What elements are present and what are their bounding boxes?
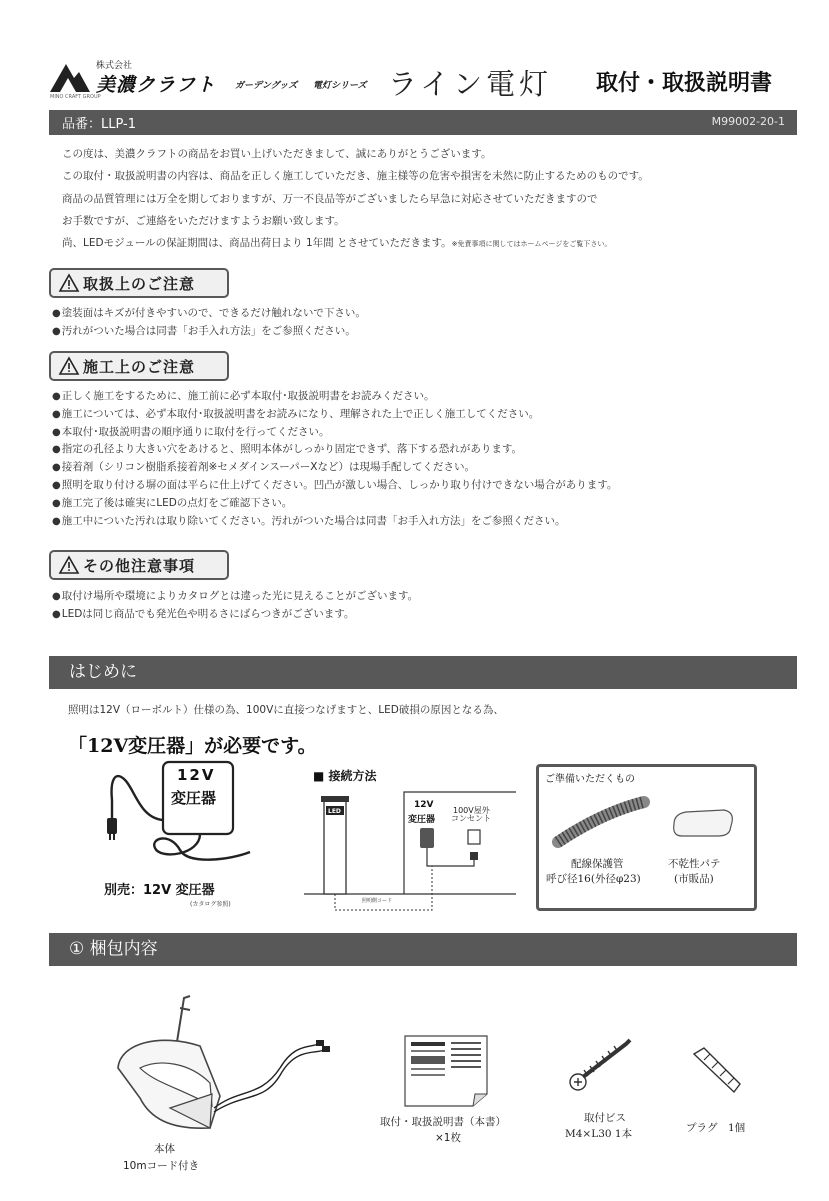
outlet-label-1: 100V屋外 bbox=[453, 806, 490, 815]
other-notes-title: その他注意事項 bbox=[83, 556, 196, 575]
putty-name: 不乾性パテ bbox=[668, 858, 721, 870]
company-name: 美濃クラフト bbox=[96, 74, 217, 96]
intro-section-header: はじめに bbox=[49, 656, 797, 689]
putty-icon bbox=[670, 806, 736, 840]
list-item: ● 指定の孔径より大きい穴をあけると、照明本体がしっかり固定できず、落下する恐れがあります。 bbox=[52, 441, 617, 459]
list-item: ● 施工中についた汚れは取り除いてください。汚れがついた場合は同書「お手入れ方法」をご参照ください。 bbox=[52, 513, 617, 531]
intro-line bbox=[62, 232, 649, 255]
warranty-text: 尚、LEDモジュールの保証期間は、商品出荷日より 1年間 とさせていただきます。 bbox=[62, 237, 452, 250]
series-category: ガーデングッズ bbox=[235, 81, 298, 91]
warning-icon bbox=[59, 274, 79, 292]
construction-caution-title: 施工上のご注意 bbox=[83, 357, 196, 376]
list-item: ● 塗装面はキズが付きやすいので、できるだけ触れないで下さい。 bbox=[52, 305, 366, 323]
intro-line: 商品の品質管理には万全を期しておりますが、万一不良品等がございましたら早急に対応させていただきますので bbox=[62, 192, 598, 205]
list-item: ● 施工完了後は確実にLEDの点灯をご確認下さい。 bbox=[52, 495, 617, 513]
catalog-reference: (カタログ参照) bbox=[190, 901, 231, 908]
list-item: ● 汚れがついた場合は同書「お手入れ方法」をご参照ください。 bbox=[52, 323, 366, 341]
diagram-transformer-name: 変圧器 bbox=[408, 815, 436, 825]
body-cord-note: 10mコード付き bbox=[123, 1160, 200, 1172]
list-item: ● 接着剤（シリコン樹脂系接着剤※セメダインスーパーXなど）は現場手配してください。 bbox=[52, 459, 617, 477]
prepare-title: ご準備いただくもの bbox=[545, 774, 635, 785]
connection-title: ■ 接続方法 bbox=[313, 769, 377, 783]
warning-icon bbox=[59, 556, 79, 574]
list-item: ● 施工については、必ず本取付･取扱説明書をお読みになり、理解された上で正しく施工してください。 bbox=[52, 406, 617, 424]
construction-list bbox=[52, 388, 617, 530]
conduit-pipe-icon bbox=[552, 796, 652, 850]
sold-separately-label: 別売：12V 変圧器 bbox=[104, 883, 215, 898]
disclaimer-note: ※免責事項に関してはホームページをご覧下さい。 bbox=[451, 240, 612, 249]
list-item: ● 照明を取り付ける塀の面は平らに仕上げてください。凹凸が激しい場合、しっかり取り付けできない場合があります。 bbox=[52, 477, 617, 495]
conduit-spec: 呼び径16(外径φ23) bbox=[546, 873, 641, 885]
cord-label: 照明側コード bbox=[362, 898, 393, 904]
list-item: ● 本取付･取扱説明書の順序通りに取付を行ってください。 bbox=[52, 424, 617, 442]
putty-spec: (市販品) bbox=[674, 873, 714, 885]
list-item: ● 取付け場所や環境によりカタログとは違った光に見えることがございます。 bbox=[52, 588, 418, 606]
document-number: M99002-20-1 bbox=[711, 115, 785, 128]
body-name: 本体 bbox=[154, 1143, 175, 1155]
handling-caution-title: 取扱上のご注意 bbox=[83, 274, 196, 293]
transformer-label-name: 変圧器 bbox=[171, 789, 217, 807]
plug-name: プラグ 1個 bbox=[686, 1122, 746, 1134]
other-notes-list bbox=[52, 588, 418, 624]
transformer-required: 「12V変圧器」が必要です。 bbox=[68, 735, 317, 757]
other-notes-header bbox=[49, 550, 229, 580]
company-english: MINO CRAFT GROUP bbox=[50, 94, 101, 100]
screw-icon bbox=[568, 1036, 634, 1092]
document-title: 取付・取扱説明書 bbox=[596, 71, 773, 96]
list-item: ● LEDは同じ商品でも発光色や明るさにばらつきがございます。 bbox=[52, 606, 418, 624]
warning-icon bbox=[59, 357, 79, 375]
led-label: LED bbox=[328, 808, 341, 815]
list-item: ● 正しく施工をするために、施工前に必ず本取付･取扱説明書をお読みください。 bbox=[52, 388, 617, 406]
handling-caution-header bbox=[49, 268, 229, 298]
construction-caution-header bbox=[49, 351, 229, 381]
screw-name: 取付ビス bbox=[584, 1112, 626, 1124]
outlet-label-2: コンセント bbox=[451, 814, 491, 823]
manual-name: 取付・取扱説明書（本書） bbox=[380, 1116, 506, 1128]
model-band bbox=[49, 110, 797, 135]
screw-spec: M4×L30 1本 bbox=[565, 1128, 633, 1140]
model-number: 品番：LLP-1 bbox=[62, 117, 137, 132]
transformer-label-voltage: 12V bbox=[177, 766, 216, 784]
diagram-transformer-voltage: 12V bbox=[414, 800, 434, 810]
series-name: 電灯シリーズ bbox=[313, 81, 367, 91]
company-logo-mark bbox=[48, 58, 92, 94]
conduit-name: 配線保護管 bbox=[571, 858, 624, 870]
handling-list bbox=[52, 305, 366, 341]
package-section-header: ① 梱包内容 bbox=[49, 933, 797, 966]
product-name: ライン電灯 bbox=[388, 67, 553, 101]
intro-line: この取付・取扱説明書の内容は、商品を正しく施工していただき、施主様等の危害や損害を未然に防止するためのものです。 bbox=[62, 170, 649, 183]
voltage-notice: 照明は12V（ローボルト）仕様の為、100Vに直接つなげますと、LED破損の原因となる為、 bbox=[68, 704, 504, 716]
intro-text bbox=[62, 143, 649, 255]
company-type: 株式会社 bbox=[96, 61, 133, 71]
manual-illustration bbox=[403, 1034, 489, 1108]
intro-line: この度は、美濃クラフトの商品をお買い上げいただきまして、誠にありがとうございます。 bbox=[62, 148, 492, 160]
intro-line: お手数ですが、ご連絡をいただけますようお願い致します。 bbox=[62, 214, 345, 227]
manual-quantity: ×1枚 bbox=[435, 1132, 461, 1144]
plug-anchor-icon bbox=[690, 1046, 746, 1096]
light-body-illustration bbox=[110, 988, 340, 1138]
